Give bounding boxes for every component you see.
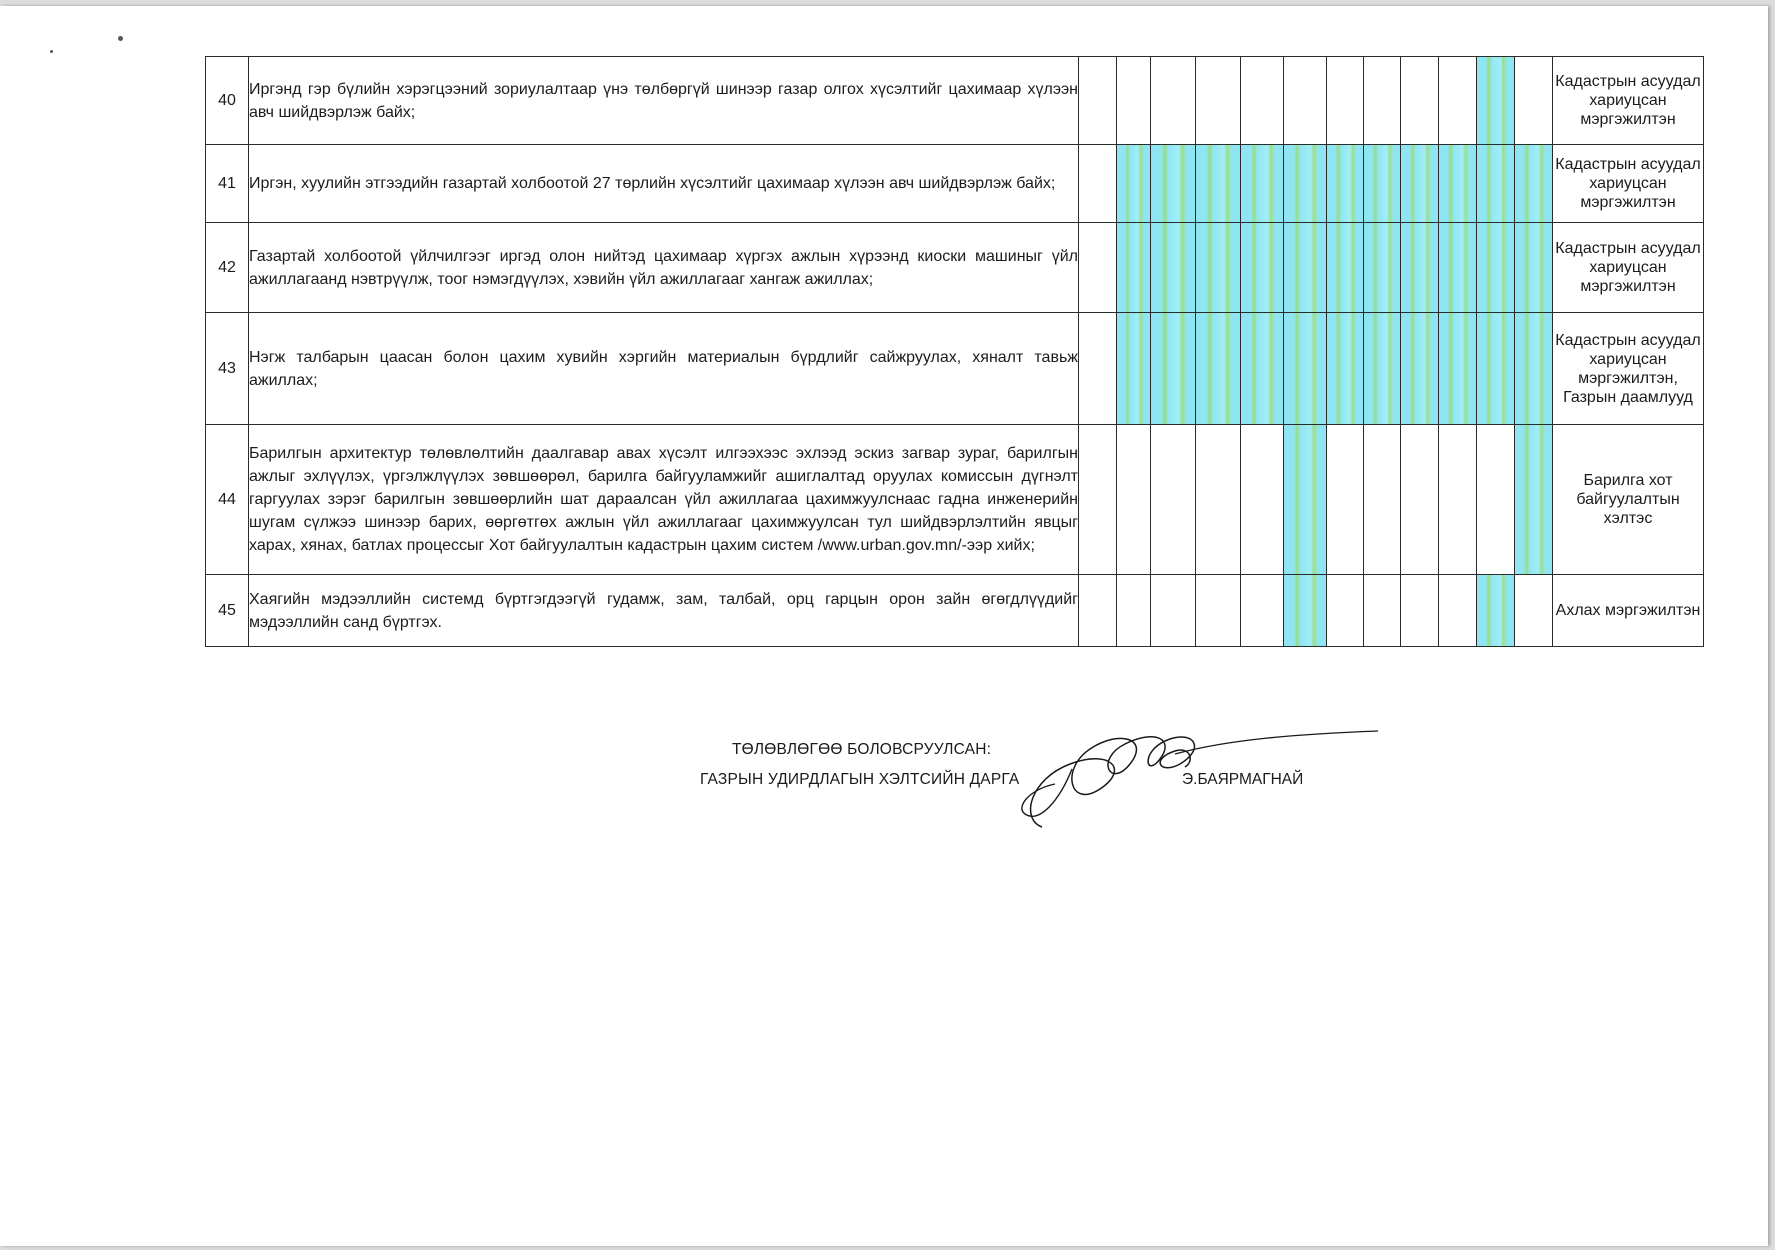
schedule-cell: [1401, 57, 1439, 145]
schedule-cell-active: [1364, 145, 1401, 223]
row-number: 40: [206, 57, 249, 145]
schedule-cell-active: [1401, 313, 1439, 425]
schedule-cell-active: [1241, 145, 1284, 223]
responsible-unit: Кадастрын асуудал хариуцсан мэргэжилтэн: [1553, 145, 1704, 223]
schedule-cell-active: [1117, 223, 1151, 313]
schedule-cell: [1327, 575, 1364, 647]
schedule-cell-active: [1515, 145, 1553, 223]
prepared-by-label: ТӨЛӨВЛӨГӨӨ БОЛОВСРУУЛСАН:: [732, 741, 992, 758]
signer-title: ГАЗРЫН УДИРДЛАГЫН ХЭЛТСИЙН ДАРГА: [700, 771, 1020, 788]
task-description: Иргэнд гэр бүлийн хэрэгцээний зориулалтаар үнэ төлбөргүй шинээр газар олгох хүсэлтийг цахимаар хүлээн авч шийдвэрлэж байх;: [249, 57, 1079, 145]
schedule-cell-active: [1241, 313, 1284, 425]
schedule-cell: [1117, 575, 1151, 647]
row-number: 45: [206, 575, 249, 647]
schedule-cell: [1151, 57, 1196, 145]
row-number: 42: [206, 223, 249, 313]
schedule-cell: [1515, 575, 1553, 647]
schedule-cell: [1477, 425, 1515, 575]
schedule-cell: [1241, 575, 1284, 647]
schedule-cell: [1196, 575, 1241, 647]
task-description: Иргэн, хуулийн этгээдийн газартай холбоотой 27 төрлийн хүсэлтийг цахимаар хүлээн авч шийдвэрлэж байх;: [249, 145, 1079, 223]
schedule-cell-active: [1439, 223, 1477, 313]
table-row: [206, 425, 1704, 575]
schedule-cell-active: [1284, 145, 1327, 223]
schedule-cell: [1364, 57, 1401, 145]
schedule-cell: [1241, 57, 1284, 145]
schedule-cell: [1401, 575, 1439, 647]
table-row: [206, 313, 1704, 425]
task-description: Барилгын архитектур төлөвлөлтийн даалгавар авах хүсэлт илгээхээс эхлээд эскиз загвар зураг, барилгын ажлыг эхлүүлэх, үргэлжлүүлэх зөвшөөрөл, барилга байгууламжийг ашиглалтад оруулах комиссын дүгнэлт гаргуулах зэрэг барилгын зөвшөөрлийн шат дараалсан үйл ажиллагаа цахимжуулснаас гадна инженерийн шугам сүлжээ шинээр барих, өөргөтгөх ажлын үйл ажиллагааг цахимжуулсан тул шийдвэрлэлтийн явцыг харах, хянах, батлах процессыг Хот байгуулалтын кадастрын цахим систем /www.urban.gov.mn/-ээр хийх;: [249, 425, 1079, 575]
schedule-cell-active: [1151, 313, 1196, 425]
schedule-cell: [1196, 425, 1241, 575]
schedule-cell: [1079, 575, 1117, 647]
schedule-cell-active: [1477, 57, 1515, 145]
schedule-cell: [1117, 425, 1151, 575]
task-description: Нэгж талбарын цаасан болон цахим хувийн хэргийн материалын бүрдлийг сайжруулах, хяналт тавьж ажиллах;: [249, 313, 1079, 425]
schedule-cell: [1151, 425, 1196, 575]
table-row: [206, 145, 1704, 223]
schedule-cell-active: [1196, 145, 1241, 223]
schedule-cell-active: [1477, 223, 1515, 313]
task-description: Хаягийн мэдээллийн системд бүртгэгдээгүй гудамж, зам, талбай, орц гарцын орон зайн өгөгдлүүдийг мэдээллийн санд бүртгэх.: [249, 575, 1079, 647]
table-row: [206, 223, 1704, 313]
schedule-cell-active: [1151, 223, 1196, 313]
signature-block: [700, 741, 1320, 831]
schedule-cell: [1196, 57, 1241, 145]
schedule-cell-active: [1117, 145, 1151, 223]
schedule-cell-active: [1284, 425, 1327, 575]
schedule-cell: [1439, 57, 1477, 145]
schedule-cell-active: [1401, 145, 1439, 223]
schedule-cell-active: [1151, 145, 1196, 223]
schedule-cell-active: [1364, 223, 1401, 313]
schedule-cell-active: [1327, 223, 1364, 313]
schedule-cell: [1515, 57, 1553, 145]
schedule-cell-active: [1241, 223, 1284, 313]
schedule-cell: [1284, 57, 1327, 145]
table-row: [206, 57, 1704, 145]
task-description: Газартай холбоотой үйлчилгээг иргэд олон нийтэд цахимаар хүргэх ажлын хүрээнд киоски машиныг үйл ажиллагаанд нэвтрүүлж, тоог нэмэгдүүлэх, хэвийн үйл ажиллагааг хангаж ажиллах;: [249, 223, 1079, 313]
responsible-unit: Кадастрын асуудал хариуцсан мэргэжилтэн: [1553, 223, 1704, 313]
schedule-cell-active: [1327, 313, 1364, 425]
responsible-unit: Ахлах мэргэжилтэн: [1553, 575, 1704, 647]
schedule-cell: [1079, 313, 1117, 425]
schedule-cell: [1327, 57, 1364, 145]
schedule-cell-active: [1327, 145, 1364, 223]
responsible-unit: Барилга хот байгуулалтын хэлтэс: [1553, 425, 1704, 575]
schedule-cell: [1241, 425, 1284, 575]
schedule-cell: [1401, 425, 1439, 575]
schedule-cell: [1151, 575, 1196, 647]
row-number: 43: [206, 313, 249, 425]
schedule-cell: [1079, 425, 1117, 575]
schedule-cell-active: [1515, 313, 1553, 425]
row-number: 44: [206, 425, 249, 575]
schedule-cell: [1364, 425, 1401, 575]
scan-speck: [118, 36, 123, 41]
schedule-cell: [1117, 57, 1151, 145]
row-number: 41: [206, 145, 249, 223]
schedule-cell-active: [1117, 313, 1151, 425]
schedule-cell-active: [1477, 575, 1515, 647]
document-page: [0, 6, 1768, 1246]
schedule-cell: [1079, 223, 1117, 313]
responsible-unit: Кадастрын асуудал хариуцсан мэргэжилтэн: [1553, 57, 1704, 145]
schedule-cell: [1327, 425, 1364, 575]
signer-name: Э.БАЯРМАГНАЙ: [1182, 771, 1304, 788]
schedule-cell-active: [1477, 313, 1515, 425]
schedule-cell-active: [1364, 313, 1401, 425]
schedule-cell: [1079, 57, 1117, 145]
schedule-cell-active: [1284, 223, 1327, 313]
schedule-cell-active: [1284, 575, 1327, 647]
schedule-cell: [1439, 575, 1477, 647]
schedule-cell: [1439, 425, 1477, 575]
schedule-cell-active: [1439, 145, 1477, 223]
schedule-cell-active: [1284, 313, 1327, 425]
scan-speck: [50, 50, 53, 53]
responsible-unit: Кадастрын асуудал хариуцсан мэргэжилтэн, Газрын даамлууд: [1553, 313, 1704, 425]
schedule-cell-active: [1401, 223, 1439, 313]
schedule-cell-active: [1515, 223, 1553, 313]
schedule-cell-active: [1196, 313, 1241, 425]
schedule-cell-active: [1196, 223, 1241, 313]
schedule-cell: [1079, 145, 1117, 223]
schedule-cell-active: [1477, 145, 1515, 223]
plan-table: [205, 56, 1704, 647]
schedule-cell: [1364, 575, 1401, 647]
schedule-cell-active: [1515, 425, 1553, 575]
schedule-cell-active: [1439, 313, 1477, 425]
table-row: [206, 575, 1704, 647]
